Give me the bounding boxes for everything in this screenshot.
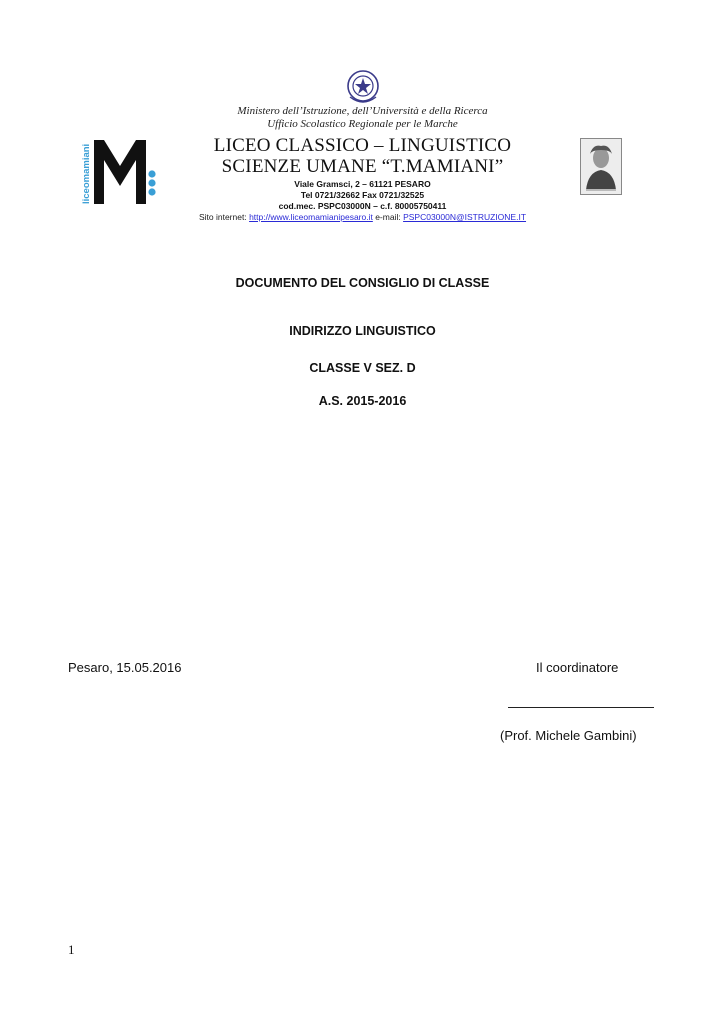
signature-line [508, 707, 654, 708]
website-link[interactable]: http://www.liceomamianipesaro.it [249, 212, 373, 222]
logo-vertical-text: liceomamiani [81, 143, 92, 204]
republic-emblem-icon [346, 69, 380, 105]
coordinator-label: Il coordinatore [536, 660, 619, 675]
school-title-line1: LICEO CLASSICO – LINGUISTICO [213, 135, 512, 156]
address-line: Viale Gramsci, 2 – 61121 PESARO [294, 179, 431, 189]
school-title-line2: SCIENZE UMANE “T.MAMIANI” [221, 156, 504, 177]
regional-office-line: Ufficio Scolastico Regionale per le Marche [267, 118, 458, 130]
email-label: e-mail: [372, 212, 404, 222]
site-label: Sito internet: [198, 212, 250, 222]
classe-heading: CLASSE V SEZ. D [309, 361, 416, 375]
page-number: 1 [68, 942, 75, 957]
ministry-line: Ministero dell’Istruzione, dell’Università e della Ricerca [237, 105, 488, 117]
contact-line [0, 212, 725, 222]
email-link[interactable]: PSPC03000N@ISTRUZIONE.IT [403, 212, 527, 222]
place-date: Pesaro, 15.05.2016 [68, 660, 182, 675]
codes-line: cod.mec. PSPC03000N – c.f. 80005750411 [278, 201, 447, 211]
coordinator-name: (Prof. Michele Gambini) [500, 728, 637, 743]
phone-line: Tel 0721/32662 Fax 0721/32525 [300, 190, 425, 200]
indirizzo-heading: INDIRIZZO LINGUISTICO [289, 324, 436, 338]
school-year-heading: A.S. 2015-2016 [318, 394, 407, 408]
document-title: DOCUMENTO DEL CONSIGLIO DI CLASSE [235, 276, 490, 290]
